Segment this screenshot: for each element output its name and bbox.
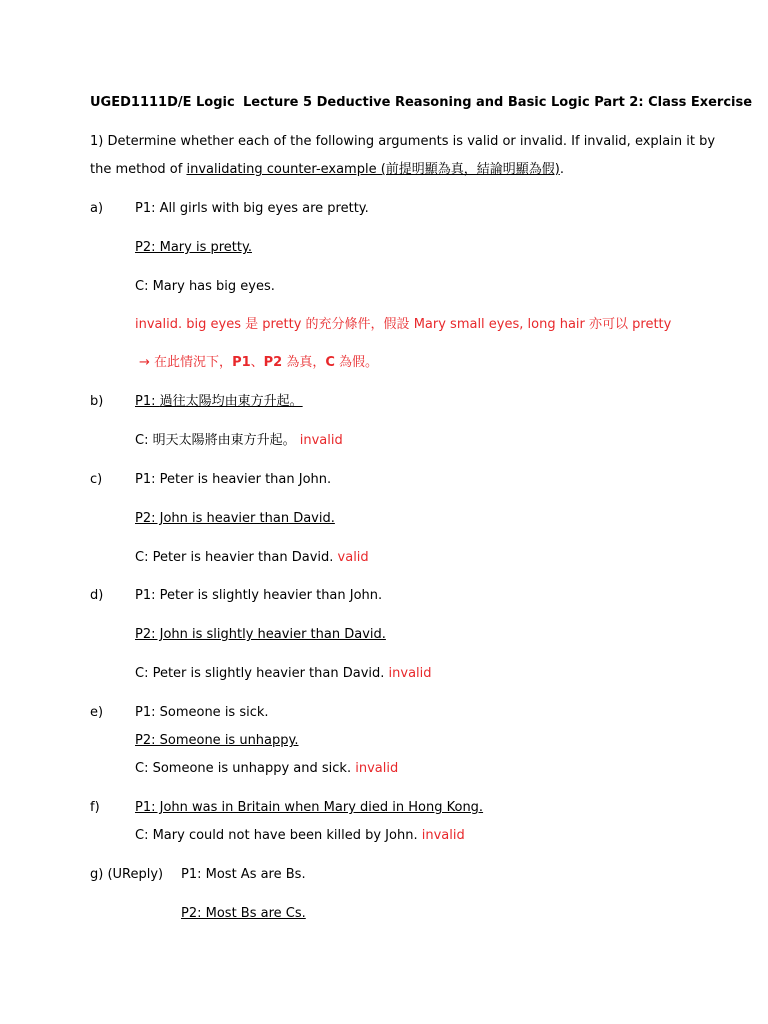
explanation-false: 為假。 (334, 355, 379, 370)
item-c-p2: P2: John is heavier than David. (135, 511, 335, 526)
item-e-conclusion (135, 760, 398, 778)
item-a-conclusion: C: Mary has big eyes. (135, 279, 275, 294)
item-f-p1: P1: John was in Britain when Mary died in Hong Kong. (135, 800, 484, 815)
item-label-g: g) (UReply) (90, 867, 164, 882)
item-d-p1: P1: Peter is slightly heavier than John. (135, 588, 383, 603)
item-label-e: e) (90, 705, 104, 720)
instruction-line-2 (90, 161, 564, 179)
item-g-p2: P2: Most Bs are Cs. (181, 906, 306, 921)
item-e-verdict: invalid (355, 761, 399, 776)
item-c-verdict: valid (337, 550, 369, 565)
item-label-f: f) (90, 800, 100, 815)
course-code: UGED1111D/E Logic (90, 95, 235, 110)
item-c-conclusion (135, 549, 369, 567)
explanation-sep: 、 (250, 355, 264, 370)
item-b-verdict: invalid (299, 433, 343, 448)
explanation-p1: P1 (232, 355, 251, 370)
item-label-c: c) (90, 472, 103, 487)
explanation-part: 在此情況下， (154, 355, 233, 370)
item-e-p2: P2: Someone is unhappy. (135, 733, 299, 748)
item-label-d: d) (90, 588, 104, 603)
item-c-c-text: C: Peter is heavier than David. (135, 550, 334, 565)
explanation-p2: P2 (263, 355, 283, 370)
item-g-p1: P1: Most As are Bs. (181, 867, 306, 882)
item-b-c-text: C: 明天太陽將由東方升起。 (135, 433, 296, 448)
instruction-line-1: 1) Determine whether each of the following arguments is valid or invalid. If invalid, explain it by (90, 134, 716, 149)
item-f-c-text: C: Mary could not have been killed by John. (135, 828, 418, 843)
instruction-underlined: invalidating counter-example (前提明顯為真，結論明顯為假) (186, 162, 560, 177)
item-e-c-text: C: Someone is unhappy and sick. (135, 761, 352, 776)
item-a-p1: P1: All girls with big eyes are pretty. (135, 201, 369, 216)
item-f-verdict: invalid (421, 828, 465, 843)
item-e-p1: P1: Someone is sick. (135, 705, 269, 720)
item-label-a: a) (90, 201, 104, 216)
arrow-right-icon: → (139, 355, 150, 370)
item-d-c-text: C: Peter is slightly heavier than David. (135, 666, 385, 681)
item-b-p1-prefix: P1: (135, 394, 160, 409)
item-b-p1-text: 過往太陽均由東方升起。 (159, 394, 303, 409)
item-d-conclusion (135, 665, 432, 683)
lecture-title: Lecture 5 Deductive Reasoning and Basic Logic Part 2: Class Exercise (243, 95, 753, 110)
instruction-prefix: the method of (90, 162, 187, 177)
item-d-verdict: invalid (388, 666, 432, 681)
item-b-p1 (135, 393, 303, 411)
explanation-true: 為真， (282, 355, 326, 370)
item-c-p1: P1: Peter is heavier than John. (135, 472, 332, 487)
item-a-answer-explanation (139, 354, 378, 372)
item-a-p2: P2: Mary is pretty. (135, 240, 252, 255)
item-a-answer: invalid. big eyes 是 pretty 的充分條件，假設 Mary small eyes, long hair 亦可以 pretty (135, 317, 672, 332)
instruction-suffix: . (559, 162, 565, 177)
item-f-conclusion (135, 827, 465, 845)
explanation-c: C (325, 355, 335, 370)
item-b-conclusion (135, 432, 343, 450)
item-label-b: b) (90, 394, 104, 409)
item-d-p2: P2: John is slightly heavier than David. (135, 627, 386, 642)
